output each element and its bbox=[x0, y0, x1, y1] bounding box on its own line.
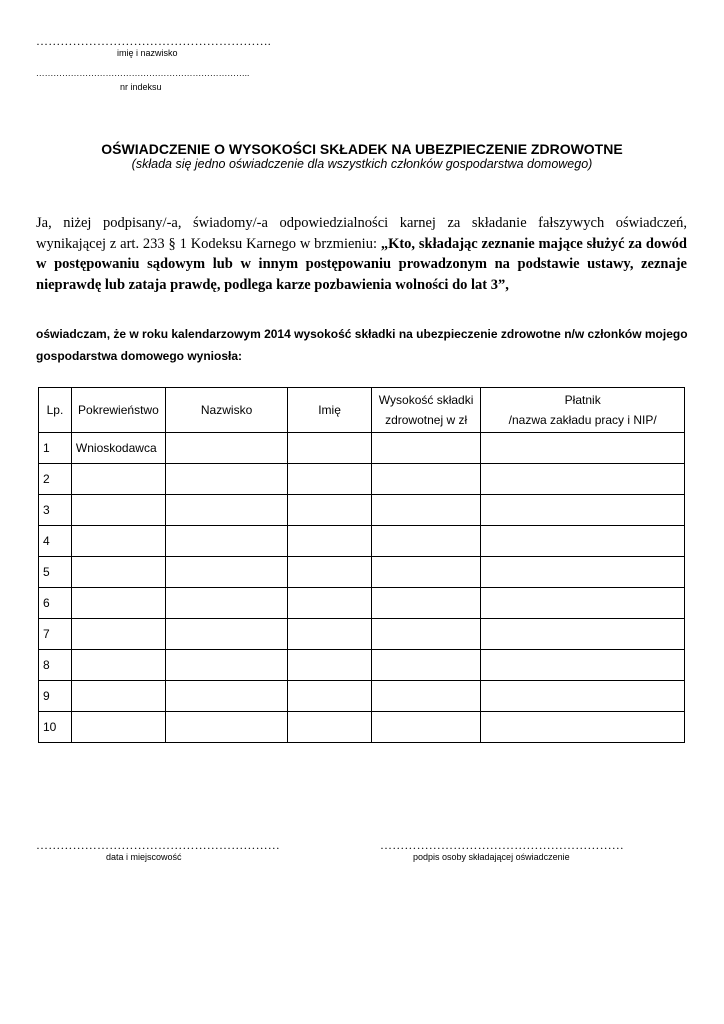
cell-surname[interactable] bbox=[165, 681, 287, 712]
cell-firstname[interactable] bbox=[288, 526, 372, 557]
cell-payer[interactable] bbox=[481, 433, 685, 464]
cell-lp: 2 bbox=[39, 464, 72, 495]
cell-relation[interactable] bbox=[71, 557, 165, 588]
document-subtitle: (składa się jedno oświadczenie dla wszystkich członków gospodarstwa domowego) bbox=[131, 157, 593, 171]
cell-payer[interactable] bbox=[481, 588, 685, 619]
cell-surname[interactable] bbox=[165, 619, 287, 650]
cell-amount[interactable] bbox=[371, 464, 481, 495]
cell-payer[interactable] bbox=[481, 681, 685, 712]
table-header-row bbox=[39, 388, 685, 433]
cell-payer[interactable] bbox=[481, 619, 685, 650]
date-place-field-label: data i miejscowość bbox=[106, 852, 182, 862]
col-surname: Nazwisko bbox=[165, 388, 287, 433]
table-row bbox=[39, 650, 685, 681]
cell-surname[interactable] bbox=[165, 526, 287, 557]
col-contribution-line2: zdrowotnej w zł bbox=[385, 413, 468, 427]
cell-relation[interactable] bbox=[71, 712, 165, 743]
cell-amount[interactable] bbox=[371, 712, 481, 743]
table-row bbox=[39, 588, 685, 619]
cell-surname[interactable] bbox=[165, 712, 287, 743]
cell-lp: 7 bbox=[39, 619, 72, 650]
cell-relation[interactable] bbox=[71, 681, 165, 712]
cell-firstname[interactable] bbox=[288, 588, 372, 619]
cell-firstname[interactable] bbox=[288, 433, 372, 464]
cell-payer[interactable] bbox=[481, 495, 685, 526]
table-row bbox=[39, 619, 685, 650]
col-payer-line1: Płatnik bbox=[564, 393, 601, 407]
cell-amount[interactable] bbox=[371, 526, 481, 557]
contributions-table bbox=[38, 387, 685, 743]
legal-statement bbox=[36, 213, 687, 295]
cell-payer[interactable] bbox=[481, 464, 685, 495]
cell-lp: 3 bbox=[39, 495, 72, 526]
index-field-line[interactable]: ……………………………………………………………….. bbox=[36, 68, 250, 78]
cell-payer[interactable] bbox=[481, 650, 685, 681]
name-field-line[interactable]: …………………………………………………. bbox=[36, 34, 271, 48]
cell-firstname[interactable] bbox=[288, 681, 372, 712]
cell-payer[interactable] bbox=[481, 712, 685, 743]
cell-firstname[interactable] bbox=[288, 619, 372, 650]
cell-relation[interactable] bbox=[71, 464, 165, 495]
cell-amount[interactable] bbox=[371, 588, 481, 619]
cell-firstname[interactable] bbox=[288, 650, 372, 681]
cell-relation[interactable] bbox=[71, 588, 165, 619]
col-payer-line2: /nazwa zakładu pracy i NIP/ bbox=[508, 413, 657, 427]
cell-lp: 6 bbox=[39, 588, 72, 619]
table-row bbox=[39, 433, 685, 464]
cell-lp: 8 bbox=[39, 650, 72, 681]
cell-firstname[interactable] bbox=[288, 557, 372, 588]
cell-amount[interactable] bbox=[371, 495, 481, 526]
table-row bbox=[39, 712, 685, 743]
col-firstname: Imię bbox=[288, 388, 372, 433]
cell-payer[interactable] bbox=[481, 526, 685, 557]
cell-relation[interactable] bbox=[71, 650, 165, 681]
legal-quote: „Kto, składając zeznanie mające służyć za dowód w postępowaniu sądowym lub w innym postępowaniu prowadzonym na podstawie ustawy, zeznaje nieprawdę lub zataja prawdę, podlega karze pozbawienia wolności do lat 3”, bbox=[36, 235, 687, 293]
index-field-label: nr indeksu bbox=[120, 82, 162, 92]
cell-surname[interactable] bbox=[165, 557, 287, 588]
date-place-field-line[interactable]: …………………………………………………… bbox=[36, 838, 280, 852]
cell-surname[interactable] bbox=[165, 433, 287, 464]
cell-firstname[interactable] bbox=[288, 712, 372, 743]
cell-payer[interactable] bbox=[481, 557, 685, 588]
cell-lp: 5 bbox=[39, 557, 72, 588]
table-row bbox=[39, 464, 685, 495]
signature-field-line[interactable]: …………………………………………………… bbox=[380, 838, 624, 852]
table-row bbox=[39, 557, 685, 588]
name-field-label: imię i nazwisko bbox=[117, 48, 178, 58]
cell-amount[interactable] bbox=[371, 681, 481, 712]
document-title: OŚWIADCZENIE O WYSOKOŚCI SKŁADEK NA UBEZPIECZENIE ZDROWOTNE bbox=[101, 141, 623, 157]
legal-statement-text: Ja, niżej podpisany/-a, świadomy/-a odpowiedzialności karnej za składanie fałszywych oświadczeń, wynikającej z art. 233 § 1 Kodeksu Karnego w brzmieniu: bbox=[36, 215, 687, 252]
col-lp: Lp. bbox=[39, 388, 72, 433]
table-row bbox=[39, 495, 685, 526]
cell-lp: 10 bbox=[39, 712, 72, 743]
col-contribution-line1: Wysokość składki bbox=[378, 393, 474, 407]
cell-firstname[interactable] bbox=[288, 495, 372, 526]
declaration-text: oświadczam, że w roku kalendarzowym 2014 wysokość składki na ubezpieczenie zdrowotne n/w członków mojego gospodarstwa domowego wyniosła: bbox=[36, 327, 688, 363]
table-row bbox=[39, 681, 685, 712]
col-relation: Pokrewieństwo bbox=[71, 388, 165, 433]
signature-field-label: podpis osoby składającej oświadczenie bbox=[413, 852, 570, 862]
cell-relation[interactable] bbox=[71, 526, 165, 557]
cell-amount[interactable] bbox=[371, 557, 481, 588]
cell-surname[interactable] bbox=[165, 588, 287, 619]
cell-surname[interactable] bbox=[165, 495, 287, 526]
cell-relation[interactable] bbox=[71, 619, 165, 650]
cell-relation[interactable] bbox=[71, 495, 165, 526]
table-row bbox=[39, 526, 685, 557]
col-contribution bbox=[371, 388, 481, 433]
col-payer bbox=[481, 388, 685, 433]
cell-firstname[interactable] bbox=[288, 464, 372, 495]
cell-amount[interactable] bbox=[371, 433, 481, 464]
cell-surname[interactable] bbox=[165, 464, 287, 495]
cell-amount[interactable] bbox=[371, 619, 481, 650]
cell-relation[interactable]: Wnioskodawca bbox=[71, 433, 165, 464]
cell-lp: 9 bbox=[39, 681, 72, 712]
cell-lp: 1 bbox=[39, 433, 72, 464]
cell-lp: 4 bbox=[39, 526, 72, 557]
cell-surname[interactable] bbox=[165, 650, 287, 681]
cell-amount[interactable] bbox=[371, 650, 481, 681]
